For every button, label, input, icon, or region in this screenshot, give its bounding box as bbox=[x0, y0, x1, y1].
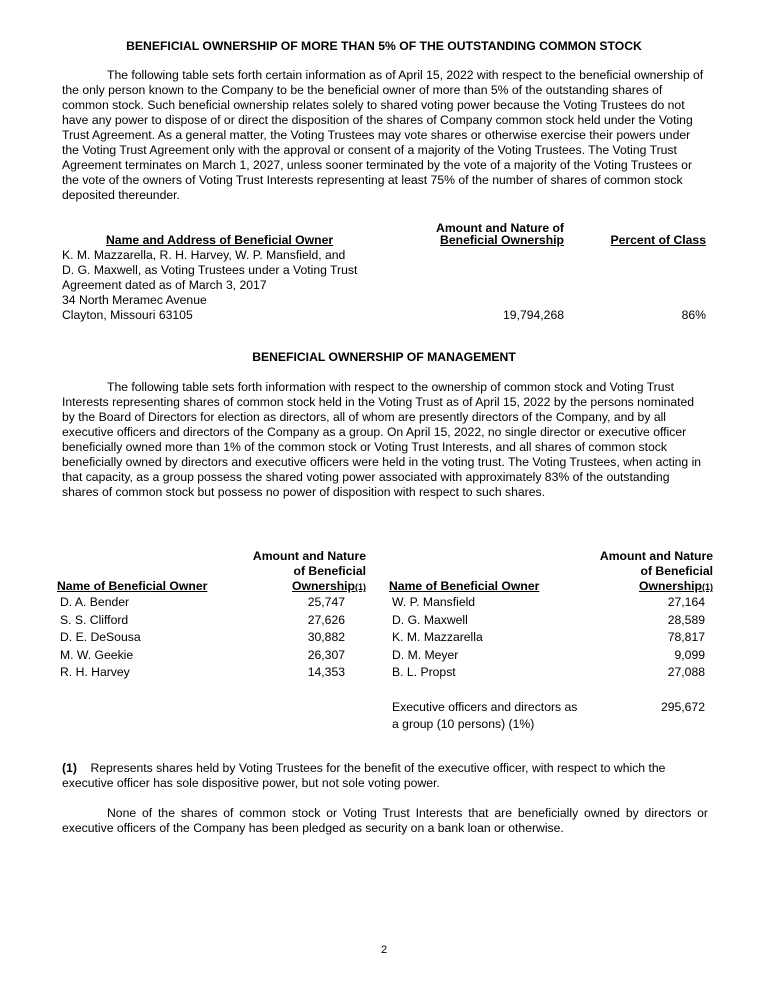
left-col-amount-line3: Ownership(1) bbox=[292, 579, 366, 593]
section-title-5pct: BENEFICIAL OWNERSHIP OF MORE THAN 5% OF THE OUTSTANDING COMMON STOCK bbox=[126, 39, 642, 53]
footnote-marker: (1) bbox=[62, 761, 77, 775]
table-row-amount: 25,747 bbox=[307, 595, 345, 609]
owner-amount: 19,794,268 bbox=[503, 308, 564, 322]
table-row-name: B. L. Propst bbox=[392, 665, 456, 679]
table-row-name: S. S. Clifford bbox=[60, 612, 129, 627]
table-row-name: D. E. DeSousa bbox=[60, 630, 141, 644]
group-total-amount: 295,672 bbox=[660, 700, 705, 714]
table-row-name: M. W. Geekie bbox=[60, 647, 134, 662]
col-percent-header: Percent of Class bbox=[610, 233, 706, 247]
table-row-amount: 30,882 bbox=[307, 630, 345, 644]
table-row-amount: 27,088 bbox=[667, 665, 705, 679]
right-amount-column bbox=[580, 595, 705, 683]
owner-address-block bbox=[62, 248, 357, 323]
section2-paragraph: The following table sets forth information with respect to the ownership of common stock and Voting Trust Interests representing shares of common stock held in the Voting Trust as of April 15, 2022 by the persons nominated by the Board of Directors for election as directors, all of whom are presently directors of the Company, and by all executive officers and directors of the Company as a group. On April 15, 2022, no single director or executive officer beneficially owned more than 1% of the common stock or Voting Trust Interests, and all shares of common stock beneficially owned by directors and executive officers were held in the voting trust. The Voting Trustees, when acting in that capacity, as a group possess the shared voting power associated with approximately 83% of the outstanding shares of common stock but possess no power of disposition with respect to such shares. bbox=[62, 380, 702, 499]
owner-line: Agreement dated as of March 3, 2017 bbox=[62, 278, 267, 292]
col-amount-header-line1: Amount and Nature of bbox=[436, 221, 564, 235]
group-total-label bbox=[392, 699, 577, 733]
table-row-name: K. M. Mazzarella bbox=[392, 630, 483, 644]
right-name-column bbox=[392, 595, 483, 683]
table-row-amount: 78,817 bbox=[667, 630, 705, 644]
table-row-amount: 28,589 bbox=[667, 612, 705, 627]
closing-paragraph: None of the shares of common stock or Voting Trust Interests that are beneficially owned by directors or executive officers of the Company has been pledged as security on a bank loan or otherwise. bbox=[62, 806, 708, 835]
owner-line: Clayton, Missouri 63105 bbox=[62, 308, 193, 322]
right-col-name-header: Name of Beneficial Owner bbox=[389, 579, 540, 593]
owner-line: K. M. Mazzarella, R. H. Harvey, W. P. Mansfield, and bbox=[62, 248, 346, 262]
footnote bbox=[62, 761, 708, 791]
left-col-amount-line2: of Beneficial bbox=[293, 564, 366, 578]
table-row-name: R. H. Harvey bbox=[60, 665, 130, 679]
owner-line: D. G. Maxwell, as Voting Trustees under a Voting Trust bbox=[62, 263, 358, 277]
table-row-amount: 27,164 bbox=[667, 595, 705, 609]
owner-percent: 86% bbox=[681, 308, 706, 322]
left-amount-column bbox=[240, 595, 345, 683]
owner-line: 34 North Meramec Avenue bbox=[62, 293, 207, 307]
right-col-amount-line2: of Beneficial bbox=[640, 564, 713, 578]
table-row-amount: 26,307 bbox=[307, 647, 345, 662]
table-row-amount: 9,099 bbox=[674, 647, 705, 662]
table-row-name: D. G. Maxwell bbox=[392, 612, 468, 627]
left-col-name-header: Name of Beneficial Owner bbox=[57, 579, 208, 593]
col-amount-header-line2: Beneficial Ownership bbox=[440, 233, 564, 247]
table-row-name: D. M. Meyer bbox=[392, 647, 459, 662]
section-title-management: BENEFICIAL OWNERSHIP OF MANAGEMENT bbox=[252, 350, 516, 364]
group-label-line1: Executive officers and directors as bbox=[392, 700, 578, 714]
group-label-line2: a group (10 persons) (1%) bbox=[392, 717, 535, 731]
table-row-name: D. A. Bender bbox=[60, 595, 130, 609]
col-owner-header: Name and Address of Beneficial Owner bbox=[106, 233, 334, 247]
table-row-name: W. P. Mansfield bbox=[392, 595, 476, 609]
right-col-amount-line1: Amount and Nature bbox=[599, 549, 713, 563]
table-row-amount: 27,626 bbox=[307, 612, 345, 627]
page-number: 2 bbox=[380, 944, 388, 956]
right-col-amount-line3: Ownership(1) bbox=[639, 579, 713, 593]
footnote-text: Represents shares held by Voting Trustees for the benefit of the executive officer, with respect to which the executive officer has sole dispositive power, but not sole voting power. bbox=[62, 761, 666, 790]
section1-paragraph: The following table sets forth certain information as of April 15, 2022 with respect to the beneficial ownership of the only person known to the Company to be the beneficial owner of more than 5% of the outstanding shares of common stock. Such beneficial ownership relates solely to shared voting power because the Voting Trustees do not have any power to dispose of or direct the disposition of the shares of Company common stock held under the Voting Trust Agreement. As a general matter, the Voting Trustees may vote shares or otherwise exercise their powers under the Voting Trust Agreement only with the approval or consent of a majority of the Voting Trustees. The Voting Trust Agreement terminates on March 1, 2027, unless sooner terminated by the vote of a majority of the Voting Trustees or the vote of the owners of Voting Trust Interests representing at least 75% of the number of shares of common stock deposited thereunder. bbox=[62, 68, 704, 202]
left-name-column bbox=[60, 595, 141, 683]
table-row-amount: 14,353 bbox=[307, 665, 345, 679]
left-col-amount-line1: Amount and Nature bbox=[252, 549, 366, 563]
